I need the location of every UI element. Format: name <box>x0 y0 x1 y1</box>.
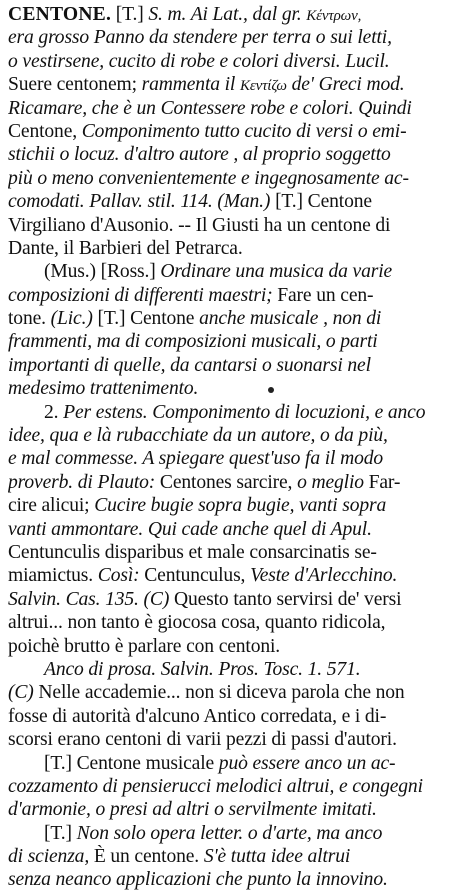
roman-text: [T.] Centone <box>275 191 372 213</box>
entry-line <box>8 424 467 447</box>
roman-text: Far- <box>368 471 401 493</box>
roman-text: (Mus.) [Ross.] <box>44 261 161 283</box>
entry-line <box>8 775 467 798</box>
italic-text: Non solo opera letter. o d'arte, ma anco <box>76 822 383 844</box>
italic-text: Ordinare una musica da varie <box>160 261 393 283</box>
entry-line <box>8 260 467 283</box>
italic-text: frammenti, ma di composizioni musicali, o parti <box>8 331 378 353</box>
entry-line <box>8 728 467 751</box>
italic-text: Anco di prosa. Salvin. Pros. Tosc. 1. 571. <box>44 658 361 680</box>
roman-text: Fare un cen- <box>277 284 374 306</box>
roman-text: tone. <box>8 308 51 330</box>
roman-text: [T.] <box>44 822 77 844</box>
italic-text: medesimo trattenimento. <box>8 378 199 400</box>
entry-line <box>8 447 467 470</box>
greek-word: Κέντρων, <box>306 8 362 24</box>
entry-line <box>8 377 467 400</box>
entry-line <box>8 190 467 213</box>
italic-text: Cucire bugie sopra bugie, vanti sopra <box>94 495 387 517</box>
entry-line <box>8 564 467 587</box>
roman-text: Nelle accademie... non si diceva parola che non <box>38 682 405 704</box>
roman-text: [T.] Centone <box>97 308 200 330</box>
italic-text: era grosso Panno da stendere per terra o sui letti, <box>8 27 392 49</box>
italic-text: (C) <box>8 682 39 704</box>
italic-text: S. m. Ai Lat., dal gr. <box>148 4 307 25</box>
entry-line <box>8 3 467 26</box>
dictionary-entry <box>8 3 467 892</box>
italic-text: o meglio <box>297 471 369 493</box>
entry-line <box>8 26 467 49</box>
entry-line <box>8 73 467 96</box>
entry-line <box>8 635 467 658</box>
entry-line <box>8 658 467 681</box>
italic-text: de' Greci mod. <box>286 74 405 96</box>
entry-line <box>8 611 467 634</box>
italic-text: Salvin. Cas. 135. (C) <box>8 588 174 610</box>
entry-line <box>8 588 467 611</box>
italic-text: Ricamare, che è un Contessere robe e colori. Quindi <box>8 97 412 119</box>
roman-text: È un centone. <box>93 846 204 868</box>
entry-line <box>8 214 467 237</box>
entry-line <box>8 237 467 260</box>
greek-word: Κεντίζω <box>239 78 287 95</box>
roman-text: Centone, <box>8 120 82 142</box>
italic-text: cozzamento di pensierucci melodici altrui, e congegni <box>8 775 423 797</box>
italic-text: Per estens. Componimento di locuzioni, e anco <box>63 401 426 423</box>
italic-text: e mal commesse. A spiegare quest'uso fa il modo <box>8 448 384 470</box>
roman-text: Questo tanto servirsi de' versi <box>173 588 402 610</box>
entry-line <box>8 845 467 868</box>
entry-line <box>8 541 467 564</box>
entry-line <box>8 307 467 330</box>
italic-text: senza neanco applicazioni che punto la innovino. <box>8 869 388 891</box>
roman-text: Dante, il Barbieri del Petrarca. <box>8 237 243 259</box>
italic-text: può essere anco un ac- <box>218 752 396 774</box>
entry-line <box>8 705 467 728</box>
entry-line <box>8 284 467 307</box>
italic-text: Veste d'Arlecchino. <box>250 565 398 587</box>
italic-text: di scienza, <box>8 846 94 868</box>
roman-text: miamictus. <box>8 565 98 587</box>
italic-text: (Lic.) <box>50 308 98 330</box>
entry-line <box>8 50 467 73</box>
entry-line <box>8 471 467 494</box>
roman-text: Suere centonem; <box>8 74 142 96</box>
italic-text: composizioni di differenti maestri; <box>8 284 278 306</box>
italic-text: o vestirsene, cucito di robe e colori diversi. Lucil. <box>8 50 390 72</box>
italic-text: stichii o locuz. d'altro autore , al proprio soggetto <box>8 144 391 166</box>
roman-text: altrui... non tanto è giocosa cosa, quanto ridicola, <box>8 612 386 634</box>
roman-text: Virgiliano d'Ausonio. -- Il Giusti ha un centone di <box>8 214 391 236</box>
roman-text: fosse di autorità d'alcuno Antico corredata, e i di- <box>8 705 387 727</box>
entry-line <box>8 868 467 891</box>
italic-text: vanti ammontare. Qui cade anche quel di Apul. <box>8 518 372 540</box>
roman-text: Centones sarcire, <box>159 471 298 493</box>
entry-line <box>8 494 467 517</box>
italic-text: Componimento tutto cucito di versi o emi- <box>81 120 407 142</box>
entry-line <box>8 798 467 821</box>
entry-line <box>8 330 467 353</box>
roman-text: scorsi erano centoni di varii pezzi di passi d'autori. <box>8 729 397 751</box>
roman-text: poichè brutto è parlare con centoni. <box>8 635 281 657</box>
italic-text: Così: <box>97 565 145 587</box>
roman-text: [T.] <box>111 4 149 25</box>
roman-text: cire alicui; <box>8 495 95 517</box>
italic-text: importanti di quelle, da cantarsi o suonarsi nel <box>8 354 371 376</box>
italic-text: proverb. di Plauto: <box>8 471 160 493</box>
roman-text: Centunculus, <box>144 565 251 587</box>
entry-line <box>8 143 467 166</box>
italic-text: idee, qua e là rubacchiate da un autore, o da più, <box>8 425 388 447</box>
bullet-mark <box>268 387 274 393</box>
italic-text: più o meno convenientemente e ingegnosamente ac- <box>8 167 409 189</box>
entry-line <box>8 167 467 190</box>
italic-text: d'armonie, o presi ad altri o servilmente imitati. <box>8 799 377 821</box>
entry-line <box>8 822 467 845</box>
entry-line <box>8 354 467 377</box>
entry-line <box>8 97 467 120</box>
roman-text: [T.] Centone musicale <box>44 752 219 774</box>
roman-text: 2. <box>44 401 64 423</box>
italic-text: rammenta il <box>141 74 240 96</box>
entry-line <box>8 518 467 541</box>
roman-text: Centunculis disparibus et male consarcinatis se- <box>8 541 377 563</box>
entry-line <box>8 681 467 704</box>
italic-text: S'è tutta idee altrui <box>203 846 351 868</box>
headword: CENTONE. <box>8 4 112 25</box>
entry-line <box>8 401 467 424</box>
entry-line <box>8 752 467 775</box>
entry-line <box>8 120 467 143</box>
italic-text: comodati. Pallav. stil. 114. (Man.) <box>8 191 276 213</box>
italic-text: anche musicale , non di <box>199 308 382 330</box>
